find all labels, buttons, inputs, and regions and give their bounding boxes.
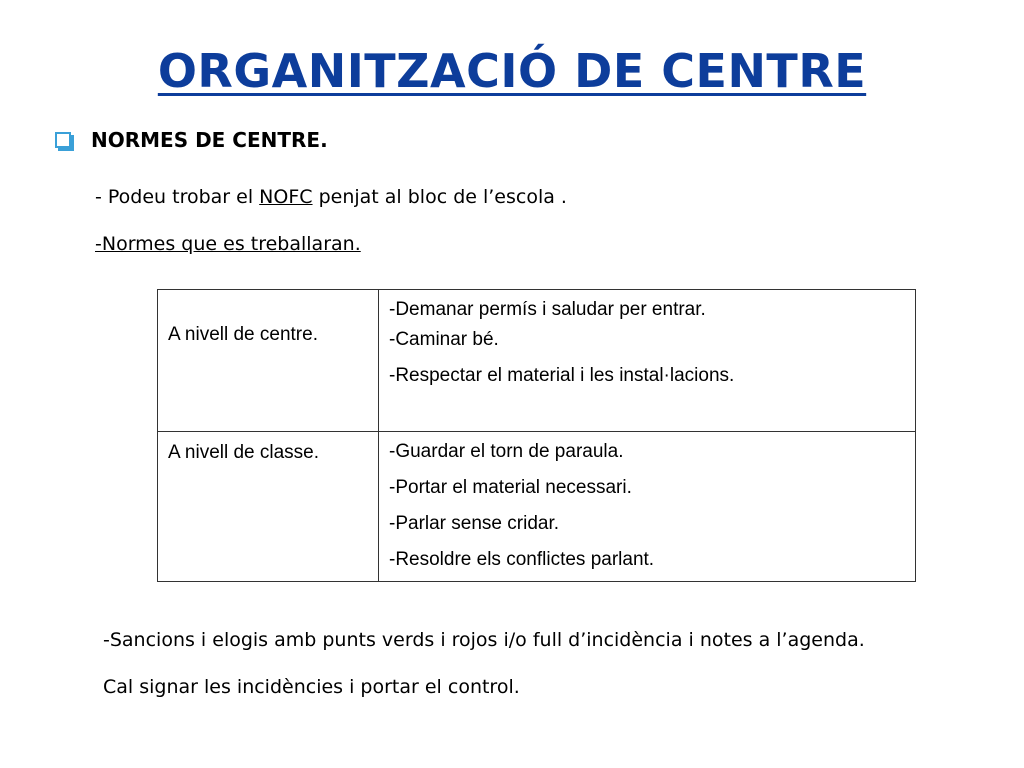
nofc-link[interactable]: NOFC <box>259 186 313 208</box>
rule-item: -Resoldre els conflictes parlant. <box>389 549 655 570</box>
table-row <box>158 290 916 432</box>
section-title: NORMES DE CENTRE. <box>91 128 328 152</box>
items-cell <box>379 432 916 582</box>
rule-item: -Demanar permís i saludar per entrar. <box>389 299 706 320</box>
rules-table <box>157 289 916 582</box>
rule-item: -Guardar el torn de paraula. <box>389 441 624 462</box>
table-row <box>158 432 916 582</box>
rule-item: -Portar el material necessari. <box>389 477 632 498</box>
page-title <box>0 44 1024 98</box>
intro-text-pre: - Podeu trobar el <box>95 186 260 208</box>
items-cell <box>379 290 916 432</box>
rule-item: -Caminar bé. <box>389 329 499 350</box>
level-cell <box>158 432 379 582</box>
level-label: A nivell de centre. <box>168 324 318 345</box>
intro-text-post: penjat al bloc de l’escola . <box>312 186 567 208</box>
rule-item: -Parlar sense cridar. <box>389 513 560 534</box>
page-title-text: ORGANITZACIÓ DE CENTRE <box>157 44 867 98</box>
footer-line-1: -Sancions i elogis amb punts verds i rojos i/o full d’incidència i notes a l’agenda. <box>103 629 865 651</box>
intro-line <box>95 186 567 208</box>
footer-line-2: Cal signar les incidències i portar el control. <box>103 676 520 698</box>
rules-heading: -Normes que es treballaran. <box>95 233 361 255</box>
level-cell <box>158 290 379 432</box>
section-heading <box>55 128 328 152</box>
level-label: A nivell de classe. <box>168 442 320 463</box>
checkbox-bullet-icon <box>55 132 71 148</box>
rule-item: -Respectar el material i les instal·lacions. <box>389 365 735 386</box>
